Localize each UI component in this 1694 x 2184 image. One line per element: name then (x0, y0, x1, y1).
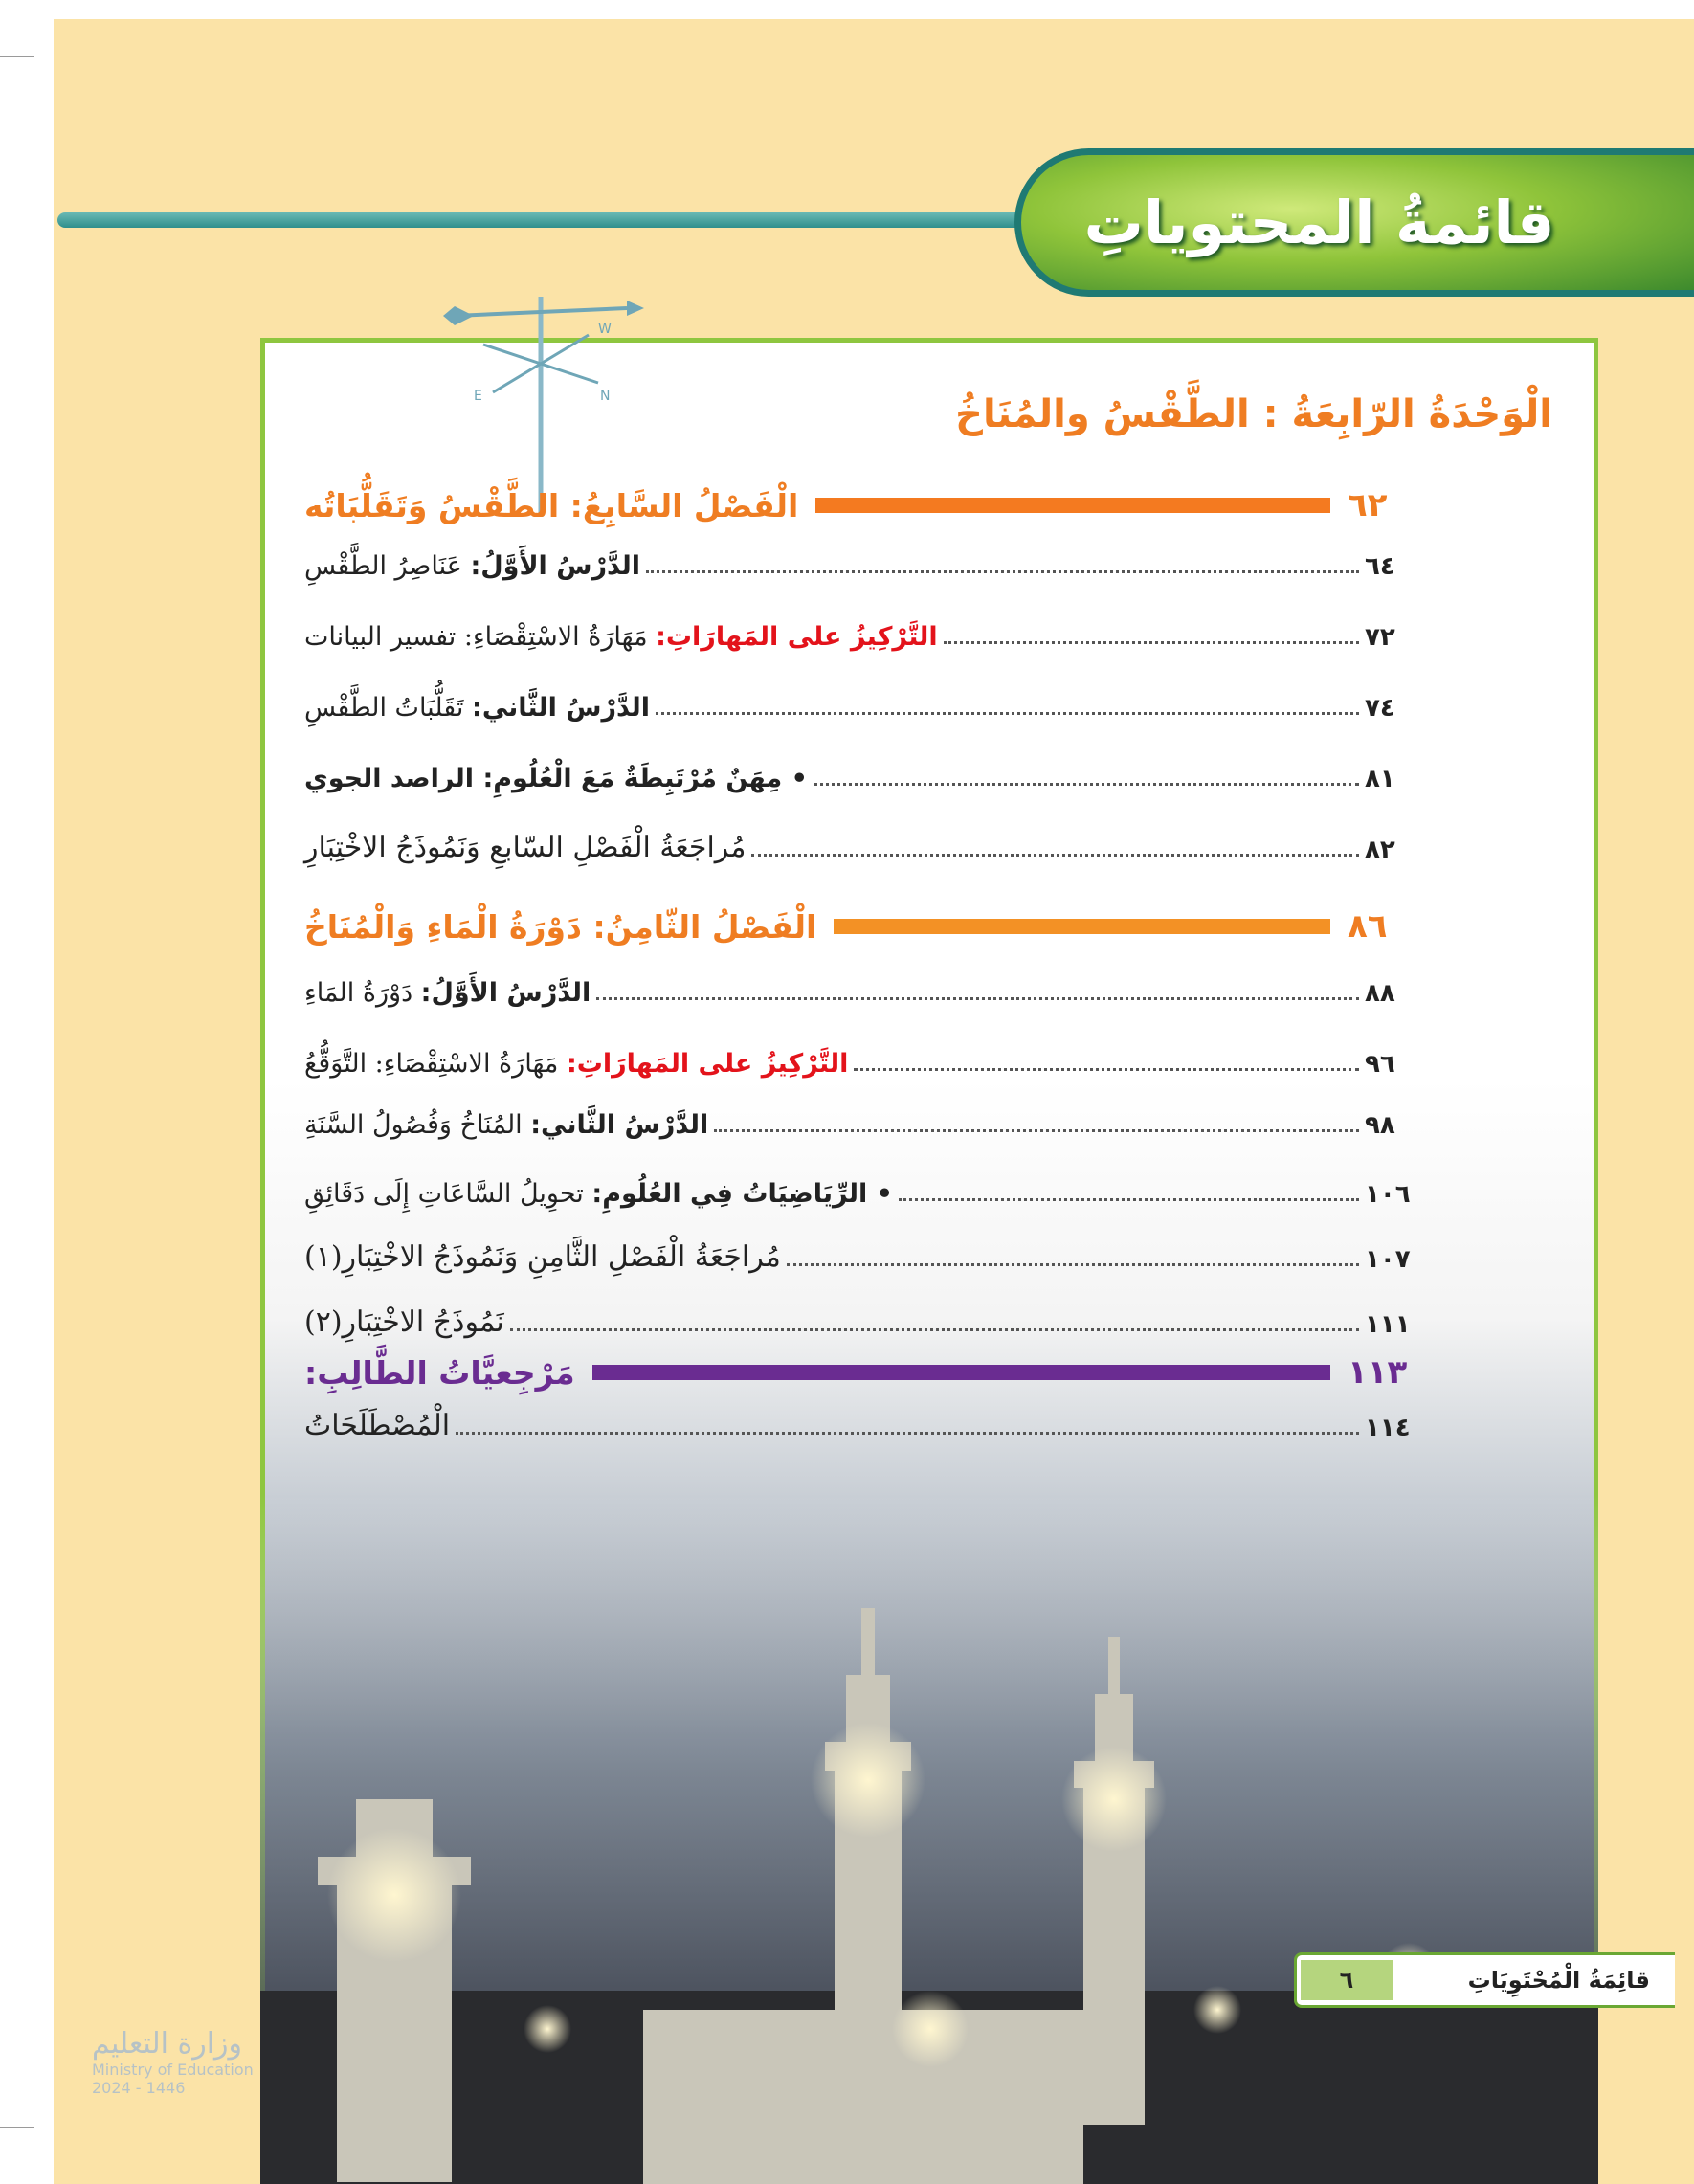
svg-text:W: W (598, 322, 612, 337)
dot-leader (456, 1432, 1359, 1435)
chapter-page: ٦٢ (1348, 486, 1388, 524)
references-title: مَرْجِعيَّاتُ الطَّالِبِ: (304, 1354, 575, 1392)
entry-prefix: التَّرْكِيزُ على المَهارَاتِ: (566, 1049, 849, 1079)
entry-text: عَنَاصِرُ الطَّقْسِ (304, 551, 471, 581)
ministry-year: 2024 - 1446 (92, 2079, 186, 2097)
ministry-watermark (92, 2027, 254, 2097)
entry-prefix: • الرِّيَاضِيَاتُ فِي العُلُومِ: (591, 1179, 893, 1209)
entry-text: مُراجَعَةُ الْفَصْلِ السّابعِ وَنَمُوذَجُ الاخْتِبَارِ (304, 831, 747, 864)
ministry-name-ar: وزارة التعليم (92, 2027, 243, 2061)
entry-page: ٧٤ (1365, 694, 1395, 723)
chapter-title: الْفَصْلُ الثّامِنُ: دَوْرَةُ الْمَاءِ وَالْمُنَاخُ (304, 908, 817, 946)
entry-page: ٦٤ (1365, 552, 1395, 581)
entry-text: نَمُوذَجُ الاخْتِبَارِ(٢) (304, 1305, 504, 1339)
toc-entry[interactable] (304, 764, 1434, 793)
entry-text: مَهَارَةُ الاسْتِقْصَاءِ: التَّوَقُّعُ (304, 1049, 567, 1079)
entry-page: ١٠٦ (1365, 1180, 1411, 1209)
toc-entry[interactable] (304, 1240, 1434, 1274)
dot-leader (646, 570, 1359, 573)
entry-prefix: التَّرْكِيزُ على المَهارَاتِ: (656, 622, 938, 652)
dot-leader (510, 1328, 1359, 1331)
chapter-page: ٨٦ (1348, 907, 1388, 946)
page-title: قائمةُ المحتوياتِ (1083, 188, 1555, 257)
entry-text: مَهَارَةُ الاسْتِقْصَاءِ: تفسير البيانات (304, 622, 657, 652)
dot-leader (596, 997, 1359, 1000)
crop-mark (0, 56, 34, 57)
entry-prefix: الدَّرْسُ الأَوَّلُ: (470, 551, 640, 581)
dot-leader (714, 1129, 1359, 1132)
entry-prefix: • مِهَنٌ مُرْتَبِطَةٌ مَعَ الْعُلُومِ: (482, 764, 808, 793)
entry-text: الْمُصْطَلَحَاتُ (304, 1409, 451, 1442)
toc-entry[interactable] (304, 1110, 1434, 1140)
entry-text: تَقَلُّبَاتُ الطَّقْسِ (304, 693, 473, 723)
dot-leader (814, 783, 1359, 786)
svg-text:N: N (600, 389, 611, 404)
entry-page: ٩٨ (1365, 1111, 1395, 1140)
footer-label: قائِمَةُ الْمُحْتَوِيَاتِ (1467, 1967, 1650, 1994)
dot-leader (787, 1263, 1359, 1266)
header-rule (57, 212, 1043, 228)
toc-entry[interactable] (304, 1305, 1434, 1339)
svg-text:E: E (474, 389, 482, 404)
toc-entry[interactable] (304, 978, 1434, 1008)
chapter-bar (834, 919, 1330, 934)
crop-mark (0, 2127, 34, 2128)
references-page: ١١٣ (1348, 1353, 1408, 1392)
entry-text: الراصد الجوي (304, 764, 483, 793)
page-number: ٦ (1301, 1960, 1393, 2000)
dot-leader (656, 712, 1359, 715)
entry-prefix: الدَّرْسُ الثَّاني: (472, 693, 651, 723)
toc-entry[interactable] (304, 693, 1434, 723)
ministry-name-en: Ministry of Education (92, 2061, 254, 2079)
dot-leader (751, 854, 1359, 857)
toc-entry[interactable] (304, 1049, 1434, 1079)
chapter-bar (815, 498, 1330, 513)
entry-page: ٨٨ (1365, 979, 1395, 1008)
toc-entry[interactable] (304, 622, 1434, 652)
entry-text: تحوِيلُ السَّاعَاتِ إِلَى دَقَائِقِ (304, 1179, 592, 1209)
entry-page: ٧٢ (1365, 623, 1395, 652)
footer-tab (1294, 1952, 1675, 2008)
entry-prefix: الدَّرْسُ الأَوَّلُ: (420, 978, 591, 1008)
entry-prefix: الدَّرْسُ الثَّاني: (530, 1110, 709, 1140)
chapter-7-heading[interactable] (304, 486, 1434, 524)
title-tab (1014, 148, 1694, 297)
entry-page: ١١٤ (1365, 1414, 1411, 1442)
dot-leader (854, 1068, 1359, 1071)
weather-vane-icon (435, 287, 646, 517)
entry-text: مُراجَعَةُ الْفَصْلِ الثَّامِنِ وَنَمُوذَجُ الاخْتِبَارِ(١) (304, 1240, 781, 1274)
toc-entry[interactable] (304, 1409, 1434, 1442)
entry-page: ١١١ (1365, 1310, 1411, 1339)
chapter-8-heading[interactable] (304, 907, 1434, 946)
unit-title: الْوَحْدَةُ الرّابِعَةُ : الطَّقْسُ والمُنَاخُ (955, 392, 1552, 436)
makkah-night-image (260, 1493, 1598, 2184)
toc-entry[interactable] (304, 551, 1434, 581)
references-bar (592, 1365, 1330, 1380)
entry-page: ٨٢ (1365, 836, 1395, 864)
entry-page: ١٠٧ (1365, 1245, 1411, 1274)
entry-page: ٩٦ (1365, 1050, 1395, 1079)
entry-page: ٨١ (1365, 765, 1395, 793)
dot-leader (944, 641, 1359, 644)
dot-leader (899, 1198, 1359, 1201)
toc-entry[interactable] (304, 831, 1434, 864)
chapter-title: الْفَصْلُ السَّابِعُ: الطَّقْسُ وَتَقَلُّبَاتُه (304, 487, 799, 524)
entry-text: دَوْرَةُ المَاءِ (304, 978, 421, 1008)
entry-text: المُنَاخُ وَفُصُولُ السَّنَةِ (304, 1110, 531, 1140)
references-heading[interactable] (304, 1353, 1434, 1392)
toc-entry[interactable] (304, 1179, 1434, 1209)
